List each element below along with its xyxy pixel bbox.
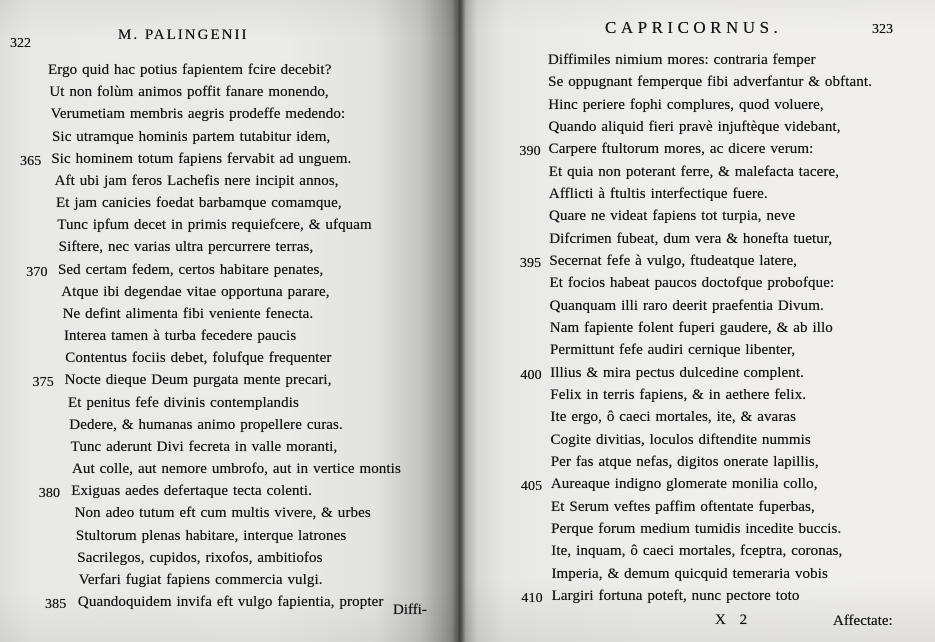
verse-line: Nocte dieque Deum purgata mente precari,	[64, 372, 332, 389]
line-number: 410	[521, 590, 543, 606]
verse-line: Tunc ipfum decet in primis requiefcere, & ufquam	[57, 217, 372, 234]
line-number: 370	[26, 264, 48, 280]
catchword: Diffi-	[393, 602, 427, 618]
verse-line: Interea tamen à turba fecedere paucis	[63, 328, 297, 345]
verse-line: Imperia, & demum quicquid temeraria vobis	[551, 565, 828, 582]
line-number: 385	[45, 597, 67, 613]
verse-line: Sed certam fedem, certos habitare penates,	[57, 261, 324, 278]
verse-line: Quandoquidem invifa eft vulgo fapientia, propter	[77, 594, 384, 611]
verse-line: Difcrimen fubeat, dum vera & honefta tuetur,	[549, 230, 833, 247]
verse-line: Quando aliquid fieri pravè injuftèque videbant,	[548, 118, 841, 135]
verse-line: Dedere, & humanas animo propellere curas.	[69, 416, 343, 433]
gutter-shadow	[452, 0, 466, 642]
verse-line: Quanquam illi raro deerit praefentia Divum.	[549, 297, 824, 314]
verse-line: Et penitus fefe divinis contemplandis	[67, 394, 299, 411]
verse-line: Aureaque indigno glomerate monilia collo,	[550, 476, 818, 493]
verse-line: Diffimiles nimium mores: contraria femper	[548, 52, 816, 68]
left-page	[0, 0, 458, 642]
verse-line: Secernat fefe à vulgo, ftudeatque latere,	[549, 252, 798, 269]
verse-line: Aft ubi jam feros Lachefis nere incipit annos,	[54, 172, 339, 189]
verse-line: Ne defint alimenta fibi veniente fenecta.	[62, 305, 314, 322]
line-number: 365	[20, 153, 42, 169]
verse-line: Et quia non poterant ferre, & malefacta tacere,	[548, 163, 840, 180]
verse-line: Per fas atque nefas, digitos onerate lapillis,	[550, 453, 819, 470]
verse-line: Felix in terris fapiens, & in aethere felix.	[550, 386, 807, 403]
verse-line: Perque forum medium tumidis incedite buccis.	[551, 520, 842, 537]
verse-line: Sic hominem totum fapiens fervabit ad unguem.	[51, 150, 352, 167]
verse-line: Aut colle, aut nemore umbrofo, aut in vertice montis	[71, 461, 401, 478]
verse-line: Siftere, nec varias ultra percurrere terras,	[58, 239, 314, 256]
verse-line: Nam fapiente folent fuperi gaudere, & ab illo	[549, 319, 833, 336]
page-number: 323	[872, 22, 893, 37]
verse-line: Non adeo tutum eft cum multis vivere, & urbes	[74, 505, 371, 522]
verse-line: Sacrilegos, cupidos, rixofos, ambitiofos	[77, 549, 323, 566]
verse-line: Et jam canicies foedat barbamque comamque,	[55, 195, 342, 212]
verse-line: Ut non folùm animos poffit fanare monendo,	[49, 84, 329, 101]
running-head: M. PALINGENII	[118, 27, 249, 43]
line-number: 375	[32, 375, 54, 391]
line-number: 405	[520, 479, 543, 495]
verse-line: Tunc aderunt Divi fecreta in valle moranti,	[70, 438, 338, 455]
verse-line: Et focios habeat paucos doctofque probofque:	[549, 275, 835, 292]
verse-line: Ergo quid hac potius fapientem fcire decebit?	[48, 62, 332, 78]
verse-line: Contentus fociis debet, folufque frequenter	[65, 350, 332, 367]
verse-line: Illius & mira pectus dulcedine complent.	[550, 364, 805, 381]
line-number: 400	[520, 367, 542, 383]
verse-line: Atque ibi degendae vitae opportuna parare,	[61, 283, 330, 300]
line-number: 380	[38, 486, 61, 502]
verse-line: Se oppugnant femperque fibi adverfantur & obftant.	[548, 74, 872, 91]
catchword: Affectate:	[833, 613, 893, 629]
line-number: 395	[519, 255, 542, 271]
verse-line: Permittunt fefe audiri cernique libenter,	[549, 342, 796, 359]
signature-mark: X 2	[715, 612, 753, 628]
verse-line: Verumetiam membris aegris prodeffe medendo:	[50, 106, 346, 123]
verse-line: Hinc periere fophi complures, quod voluere,	[548, 96, 824, 113]
verse-line: Exiguas aedes defertaque tecta colenti.	[71, 483, 312, 500]
verse-line: Carpere ftultorum mores, ac dicere verum:	[548, 141, 814, 158]
verse-line: Et Serum veftes paffim oftentate fuperbas,	[551, 498, 815, 515]
verse-line: Verfari fugiat fapiens commercia vulgi.	[78, 571, 323, 588]
verse-line: Ite ergo, ô caeci mortales, ite, & avaras	[550, 409, 797, 426]
page-number: 322	[10, 36, 31, 51]
line-number: 390	[519, 144, 541, 160]
verse-line: Cogite divitias, loculos diftendite nummis	[550, 431, 811, 448]
verse-line: Quare ne videat fapiens tot turpia, neve	[549, 208, 796, 225]
verse-line: Stultorum plenas habitare, interque latrones	[75, 527, 347, 544]
verse-line: Largiri fortuna poteft, nunc pectore toto	[551, 587, 800, 604]
verse-line: Ite, inquam, ô caeci mortales, fceptra, coronas,	[551, 543, 843, 560]
verse-line: Afflicti à ftultis interfectique fuere.	[548, 185, 768, 202]
right-page	[458, 0, 935, 642]
verse-line: Sic utramque hominis partem tutabitur idem,	[51, 128, 331, 145]
running-head: CAPRICORNUS.	[605, 18, 783, 37]
